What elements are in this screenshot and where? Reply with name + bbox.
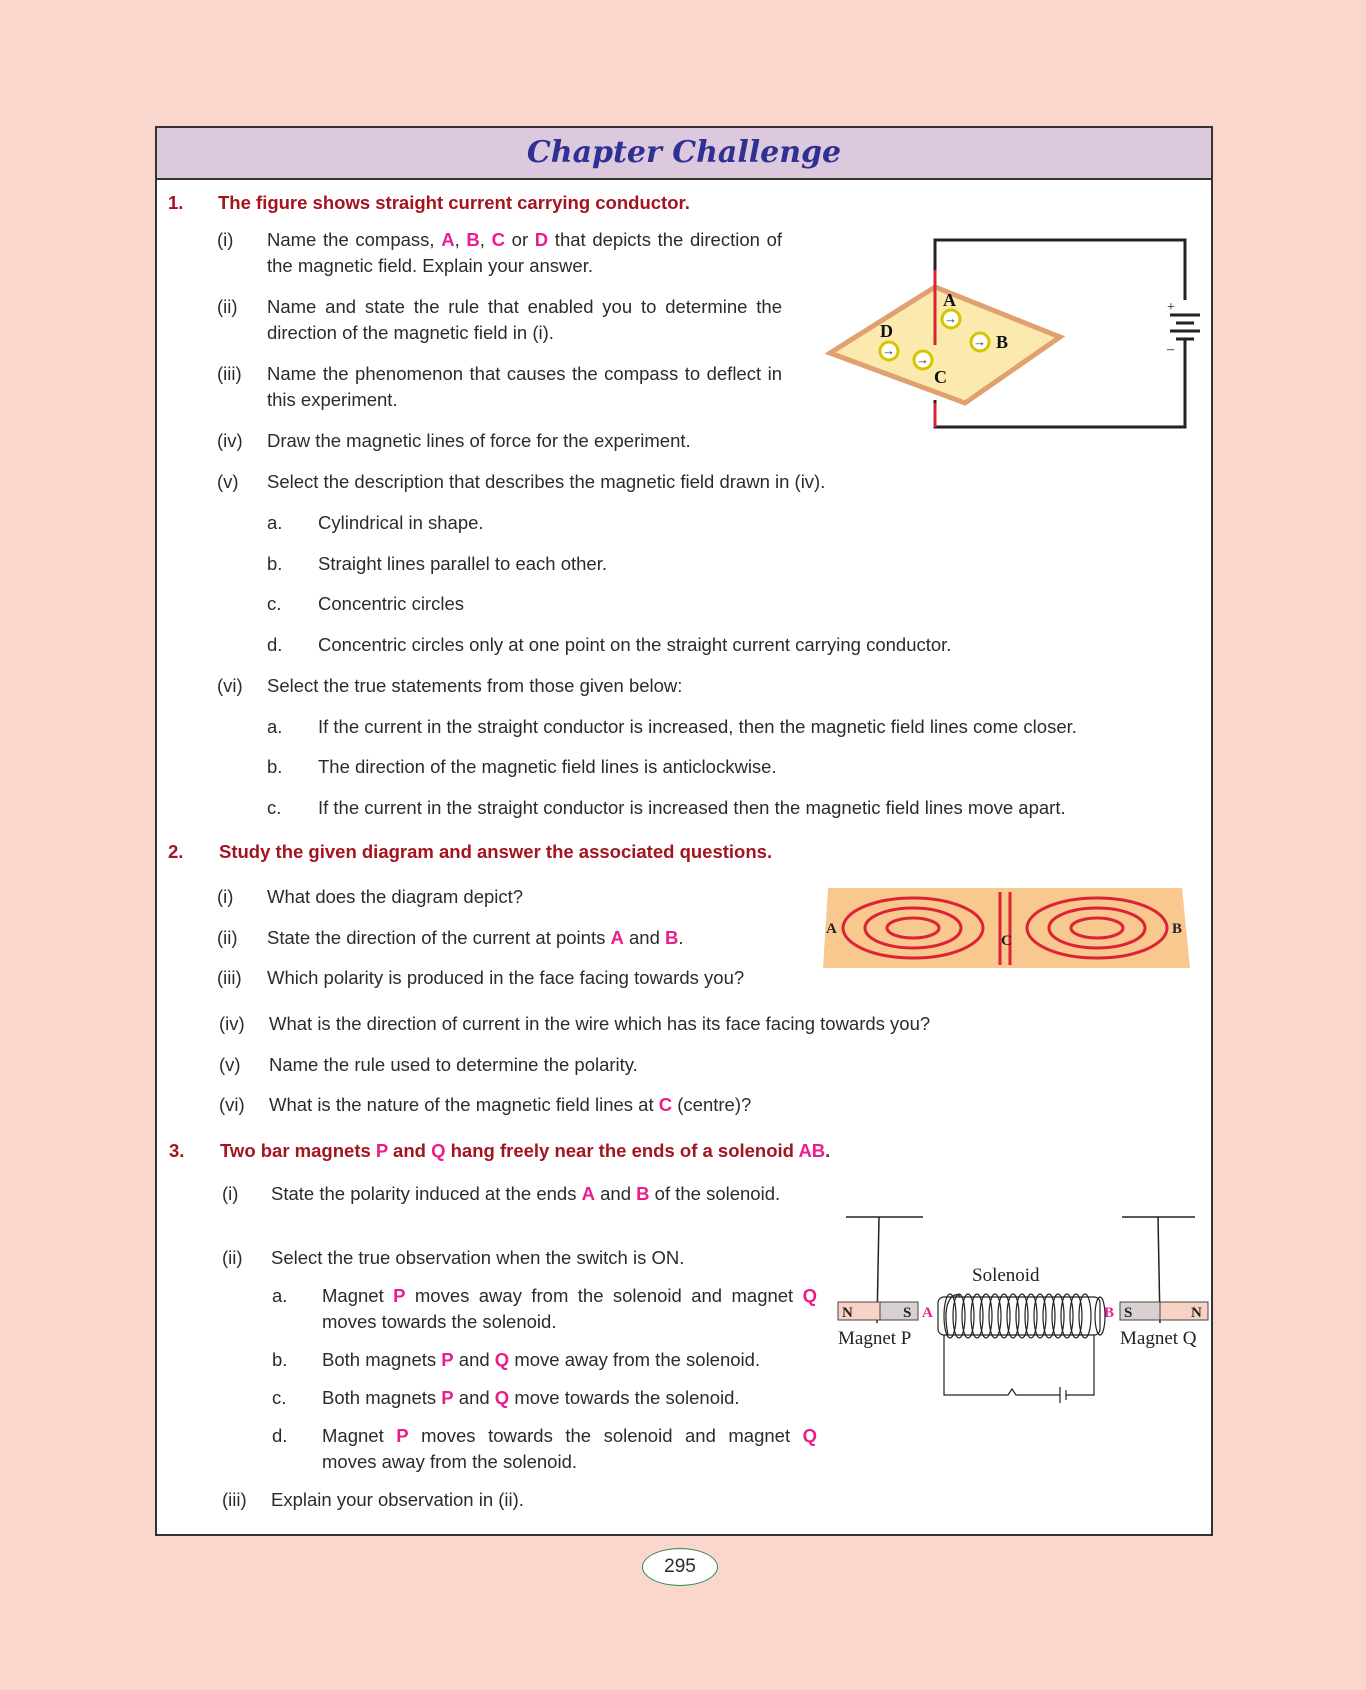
- q1-v-text: [267, 469, 825, 495]
- q2-ii-num: (ii): [217, 927, 238, 948]
- header-band: [157, 128, 1211, 180]
- q1-heading: The figure shows straight current carrying conductor.: [218, 192, 690, 213]
- page-title: Chapter Challenge: [526, 135, 842, 170]
- highlight-label: Q: [802, 1425, 817, 1446]
- svg-text:B: B: [1172, 921, 1183, 937]
- q1-iii-num: (iii): [217, 363, 242, 384]
- option-text: [322, 1385, 740, 1411]
- highlight-label: B: [665, 927, 679, 948]
- option-text: The direction of the magnetic field lines is anticlockwise.: [318, 756, 777, 777]
- option-text: [322, 1423, 817, 1475]
- svg-text:N: N: [842, 1305, 853, 1321]
- q2-iv-num: (iv): [219, 1013, 245, 1034]
- text-segment: State the direction of the current at points: [267, 927, 611, 948]
- svg-text:A: A: [922, 1305, 933, 1321]
- text-segment: Which polarity is produced in the face facing towards you?: [267, 967, 745, 988]
- highlight-label: AB: [798, 1140, 826, 1161]
- option-text: If the current in the straight conductor is increased then the magnetic field lines move apart.: [318, 797, 1066, 818]
- option-label: d.: [272, 1425, 288, 1446]
- q3-number: 3.: [169, 1140, 185, 1161]
- svg-text:B: B: [996, 332, 1009, 352]
- q1-i-num: (i): [217, 229, 234, 250]
- svg-text:C: C: [934, 367, 947, 387]
- text-segment: State the polarity induced at the ends: [271, 1183, 582, 1204]
- text-segment: Draw the magnetic lines of force for the experiment.: [267, 430, 691, 451]
- text-segment: Name the phenomenon that causes the compass to deflect in this experiment.: [267, 363, 782, 410]
- text-segment: Select the true observation when the switch is ON.: [271, 1247, 685, 1268]
- text-segment: and: [453, 1349, 495, 1370]
- q1-vi-text: [267, 673, 682, 699]
- option-label: a.: [272, 1285, 288, 1306]
- text-segment: ,: [479, 229, 492, 250]
- option-text: Concentric circles only at one point on the straight current carrying conductor.: [318, 634, 952, 655]
- highlight-label: Q: [494, 1349, 510, 1370]
- q2-iii-num: (iii): [217, 967, 242, 988]
- highlight-label: D: [534, 229, 549, 250]
- q1-i-text: [267, 227, 782, 279]
- text-segment: (centre)?: [672, 1094, 752, 1115]
- text-segment: move away from the solenoid.: [509, 1349, 761, 1370]
- highlight-label: C: [491, 229, 505, 250]
- text-segment: What is the direction of current in the wire which has its face facing towards you?: [269, 1013, 931, 1034]
- highlight-label: B: [636, 1183, 650, 1204]
- highlight-label: B: [466, 229, 480, 250]
- text-segment: move towards the solenoid.: [509, 1387, 740, 1408]
- q2-v-num: (v): [219, 1054, 241, 1075]
- text-segment: What does the diagram depict?: [267, 886, 524, 907]
- text-segment: ,: [454, 229, 467, 250]
- svg-text:Magnet Q: Magnet Q: [1120, 1328, 1197, 1349]
- text-segment: .: [825, 1140, 831, 1161]
- q1-ii-num: (ii): [217, 296, 238, 317]
- q1-number: 1.: [168, 192, 184, 213]
- q3-iii-text: [271, 1487, 524, 1513]
- q3-ii-text: [271, 1245, 684, 1271]
- conductor-compass-figure: [810, 225, 1210, 435]
- option-text: Straight lines parallel to each other.: [318, 553, 607, 574]
- q2-v-text: [269, 1052, 638, 1078]
- svg-text:D: D: [880, 321, 893, 341]
- q1-iii-text: [267, 361, 782, 413]
- option-label: b.: [272, 1349, 288, 1370]
- q3-i-text: [271, 1181, 786, 1207]
- highlight-label: P: [375, 1140, 388, 1161]
- svg-text:Solenoid: Solenoid: [972, 1265, 1040, 1286]
- solenoid-coil: [938, 1294, 1105, 1403]
- text-segment: Select the true statements from those given below:: [267, 675, 683, 696]
- text-segment: of the solenoid.: [649, 1183, 781, 1204]
- text-segment: Explain your observation in (ii).: [271, 1489, 524, 1510]
- q2-iii-text: [267, 965, 744, 991]
- q2-heading: Study the given diagram and answer the associated questions.: [219, 841, 773, 862]
- option-label: c.: [267, 797, 282, 818]
- svg-text:S: S: [1124, 1305, 1133, 1321]
- q1-vi-num: (vi): [217, 675, 243, 696]
- q2-ii-text: [267, 925, 684, 951]
- svg-text:C: C: [1001, 933, 1012, 949]
- highlight-label: Q: [431, 1140, 446, 1161]
- option-label: b.: [267, 553, 283, 574]
- option-label: c.: [272, 1387, 287, 1408]
- solenoid-figure: [830, 1205, 1210, 1410]
- text-segment: moves away from the solenoid and magnet: [405, 1285, 803, 1306]
- highlight-label: P: [441, 1349, 454, 1370]
- text-segment: that depicts the direction of the magnetic field. Explain your answer.: [267, 229, 783, 276]
- svg-text:→: →: [973, 334, 986, 349]
- q1-v-num: (v): [217, 471, 239, 492]
- svg-text:→: →: [882, 343, 895, 358]
- svg-text:→: →: [916, 352, 929, 367]
- q3-iii-num: (iii): [222, 1489, 247, 1510]
- q2-number: 2.: [168, 841, 184, 862]
- option-text: [322, 1347, 760, 1373]
- option-label: d.: [267, 634, 283, 655]
- q2-vi-text: [269, 1092, 751, 1118]
- text-segment: moves away from the solenoid.: [322, 1451, 578, 1472]
- option-text: Concentric circles: [318, 593, 464, 614]
- text-segment: Select the description that describes the magnetic field drawn in (iv).: [267, 471, 826, 492]
- option-text: Cylindrical in shape.: [318, 512, 484, 533]
- text-segment: Name the compass,: [267, 229, 442, 250]
- page-number: 295: [642, 1548, 718, 1586]
- svg-text:A: A: [943, 290, 956, 310]
- text-segment: .: [678, 927, 684, 948]
- svg-text:S: S: [903, 1305, 912, 1321]
- text-segment: and: [594, 1183, 637, 1204]
- option-label: b.: [267, 756, 283, 777]
- text-segment: Two bar magnets: [220, 1140, 376, 1161]
- option-text: [322, 1283, 817, 1335]
- highlight-label: P: [441, 1387, 454, 1408]
- svg-text:–: –: [1167, 342, 1174, 357]
- highlight-label: Q: [802, 1285, 817, 1306]
- svg-text:A: A: [826, 921, 837, 937]
- q1-iv-text: [267, 428, 691, 454]
- highlight-label: Q: [494, 1387, 510, 1408]
- highlight-label: A: [610, 927, 624, 948]
- q1-iv-num: (iv): [217, 430, 243, 451]
- highlight-label: C: [658, 1094, 673, 1115]
- battery-icon: [1170, 315, 1200, 339]
- q1-ii-text: [267, 294, 782, 346]
- q2-i-num: (i): [217, 886, 234, 907]
- svg-text:→: →: [944, 311, 957, 326]
- option-text: If the current in the straight conductor is increased, then the magnetic field lines come closer.: [318, 716, 1077, 737]
- q3-i-num: (i): [222, 1183, 239, 1204]
- text-segment: Magnet: [322, 1285, 394, 1306]
- highlight-label: A: [581, 1183, 595, 1204]
- text-segment: Magnet: [322, 1425, 397, 1446]
- svg-text:Magnet P: Magnet P: [838, 1328, 912, 1349]
- circular-loop-figure: [820, 880, 1195, 975]
- svg-text:N: N: [1191, 1305, 1202, 1321]
- q2-iv-text: [269, 1011, 930, 1037]
- svg-text:B: B: [1104, 1305, 1115, 1321]
- q3-heading: [220, 1138, 830, 1164]
- text-segment: and: [453, 1387, 495, 1408]
- option-label: a.: [267, 512, 283, 533]
- text-segment: Name and state the rule that enabled you to determine the direction of the magnetic field in (i).: [267, 296, 782, 343]
- highlight-label: A: [441, 229, 455, 250]
- text-segment: moves towards the solenoid.: [322, 1311, 557, 1332]
- text-segment: Name the rule used to determine the polarity.: [269, 1054, 638, 1075]
- highlight-label: P: [396, 1425, 409, 1446]
- text-segment: Both magnets: [322, 1349, 442, 1370]
- q2-i-text: [267, 884, 523, 910]
- text-segment: moves towards the solenoid and magnet: [408, 1425, 803, 1446]
- svg-text:+: +: [1167, 300, 1175, 315]
- q2-vi-num: (vi): [219, 1094, 245, 1115]
- q3-ii-num: (ii): [222, 1247, 243, 1268]
- text-segment: or: [504, 229, 535, 250]
- option-label: a.: [267, 716, 283, 737]
- highlight-label: P: [393, 1285, 406, 1306]
- text-segment: Both magnets: [322, 1387, 442, 1408]
- text-segment: and: [623, 927, 666, 948]
- text-segment: and: [387, 1140, 432, 1161]
- text-segment: What is the nature of the magnetic field lines at: [269, 1094, 659, 1115]
- option-label: c.: [267, 593, 282, 614]
- text-segment: hang freely near the ends of a solenoid: [445, 1140, 799, 1161]
